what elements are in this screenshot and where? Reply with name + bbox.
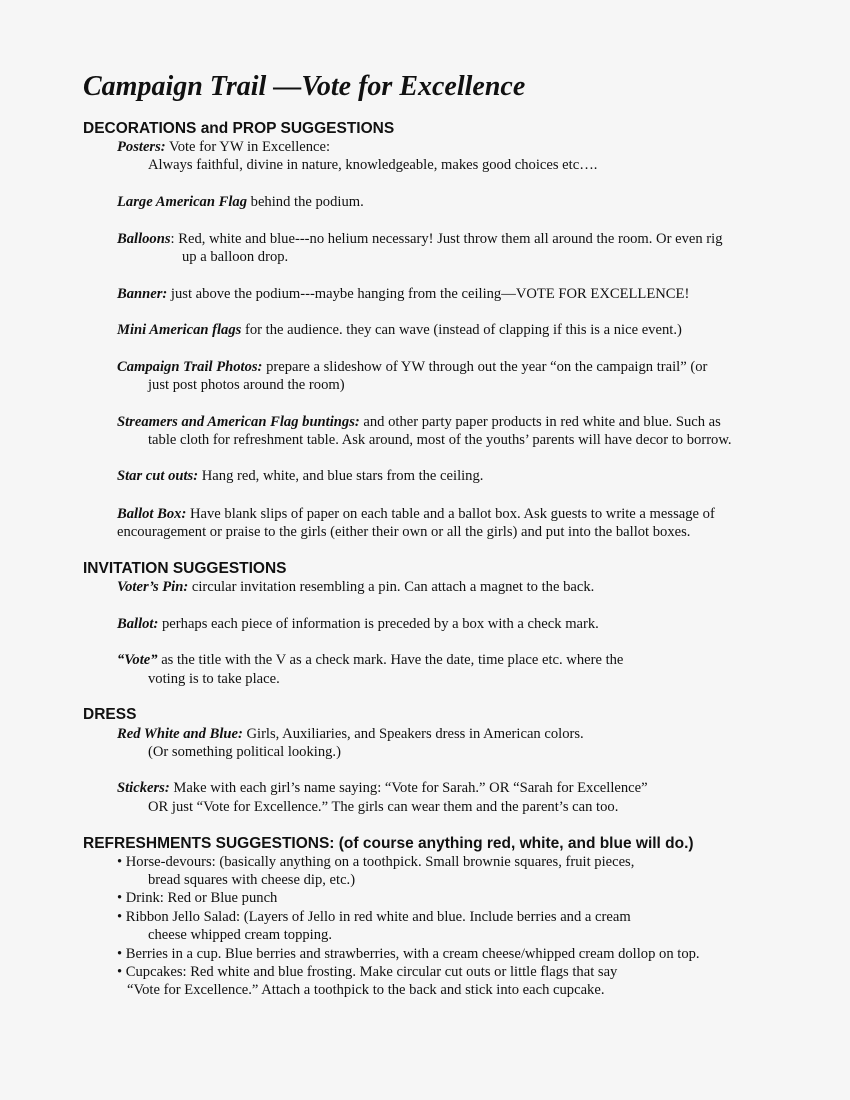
list-item: • Berries in a cup. Blue berries and strawberries, with a cream cheese/whipped cream dollop on top. bbox=[117, 946, 700, 962]
stars-label: Star cut outs: bbox=[117, 468, 199, 484]
voters-pin-label: Voter’s Pin: bbox=[117, 579, 189, 595]
ballot-item bbox=[117, 615, 599, 633]
dress-colors-label: Red White and Blue: bbox=[117, 726, 243, 742]
ballot-box-continuation: encouragement or praise to the girls (either their own or all the girls) and put into the ballot boxes. bbox=[117, 524, 691, 540]
photos-label: Campaign Trail Photos: bbox=[117, 359, 263, 375]
list-item: • Drink: Red or Blue punch bbox=[117, 890, 278, 906]
list-item: • Cupcakes: Red white and blue frosting. Make circular cut outs or little flags that say bbox=[117, 964, 618, 980]
posters-item bbox=[117, 138, 330, 156]
voters-pin-item bbox=[117, 578, 594, 596]
photos-continuation: just post photos around the room) bbox=[148, 377, 345, 393]
streamers-continuation: table cloth for refreshment table. Ask around, most of the youths’ parents will have decor to borrow. bbox=[148, 432, 732, 448]
ballot-box-label: Ballot Box: bbox=[117, 506, 187, 522]
photos-item bbox=[117, 358, 707, 376]
posters-text: Vote for YW in Excellence: bbox=[165, 139, 331, 155]
stars-text: Hang red, white, and blue stars from the ceiling. bbox=[198, 468, 484, 484]
banner-label: Banner: bbox=[117, 286, 168, 302]
list-item-continuation: bread squares with cheese dip, etc.) bbox=[148, 872, 356, 888]
ballot-text: perhaps each piece of information is preceded by a box with a check mark. bbox=[158, 616, 599, 632]
streamers-label: Streamers and American Flag buntings: bbox=[117, 414, 360, 430]
mini-flags-label: Mini American flags bbox=[117, 322, 242, 338]
posters-label: Posters: bbox=[117, 139, 166, 155]
stars-item bbox=[117, 467, 483, 485]
streamers-text: and other party paper products in red white and blue. Such as bbox=[359, 414, 721, 430]
mini-flags-text: for the audience. they can wave (instead of clapping if this is a nice event.) bbox=[241, 322, 682, 338]
mini-flags-item bbox=[117, 321, 682, 339]
ballot-label: Ballot: bbox=[117, 616, 159, 632]
photos-text: prepare a slideshow of YW through out the year “on the campaign trail” (or bbox=[262, 359, 708, 375]
list-item: • Horse-devours: (basically anything on a toothpick. Small brownie squares, fruit pieces, bbox=[117, 854, 635, 870]
balloons-continuation: up a balloon drop. bbox=[182, 249, 289, 265]
streamers-item bbox=[117, 413, 721, 431]
posters-continuation: Always faithful, divine in nature, knowledgeable, makes good choices etc…. bbox=[148, 157, 598, 173]
page-title: Campaign Trail —Vote for Excellence bbox=[83, 71, 526, 102]
balloons-item bbox=[117, 230, 723, 248]
section-heading-invitations: INVITATION SUGGESTIONS bbox=[83, 560, 287, 577]
banner-item bbox=[117, 285, 689, 303]
vote-label: “Vote” bbox=[117, 652, 158, 668]
list-item: • Ribbon Jello Salad: (Layers of Jello in red white and blue. Include berries and a cream bbox=[117, 909, 631, 925]
flag-text: behind the podium. bbox=[247, 194, 364, 210]
vote-item bbox=[117, 651, 623, 669]
stickers-item bbox=[117, 779, 648, 797]
banner-text: just above the podium---maybe hanging from the ceiling—VOTE FOR EXCELLENCE! bbox=[167, 286, 690, 302]
voters-pin-text: circular invitation resembling a pin. Can attach a magnet to the back. bbox=[188, 579, 595, 595]
list-item-continuation: cheese whipped cream topping. bbox=[148, 927, 332, 943]
dress-colors-continuation: (Or something political looking.) bbox=[148, 744, 341, 760]
section-heading-decorations: DECORATIONS and PROP SUGGESTIONS bbox=[83, 120, 395, 137]
balloons-text: : Red, white and blue---no helium necessary! Just throw them all around the room. Or even rig bbox=[170, 231, 723, 247]
ballot-box-item bbox=[117, 505, 715, 523]
section-heading-refreshments: REFRESHMENTS SUGGESTIONS: (of course anything red, white, and blue will do.) bbox=[83, 835, 694, 852]
vote-continuation: voting is to take place. bbox=[148, 671, 280, 687]
stickers-continuation: OR just “Vote for Excellence.” The girls can wear them and the parent’s can too. bbox=[148, 799, 619, 815]
dress-colors-item bbox=[117, 725, 584, 743]
dress-colors-text: Girls, Auxiliaries, and Speakers dress in American colors. bbox=[242, 726, 584, 742]
list-item-continuation: “Vote for Excellence.” Attach a toothpick to the back and stick into each cupcake. bbox=[127, 982, 605, 998]
flag-label: Large American Flag bbox=[117, 194, 247, 210]
flag-item bbox=[117, 193, 364, 211]
stickers-label: Stickers: bbox=[117, 780, 170, 796]
vote-text: as the title with the V as a check mark. Have the date, time place etc. where the bbox=[157, 652, 624, 668]
balloons-label: Balloons bbox=[117, 231, 171, 247]
ballot-box-text: Have blank slips of paper on each table and a ballot box. Ask guests to write a message of bbox=[186, 506, 715, 522]
stickers-text: Make with each girl’s name saying: “Vote for Sarah.” OR “Sarah for Excellence” bbox=[169, 780, 648, 796]
section-heading-dress: DRESS bbox=[83, 706, 137, 723]
